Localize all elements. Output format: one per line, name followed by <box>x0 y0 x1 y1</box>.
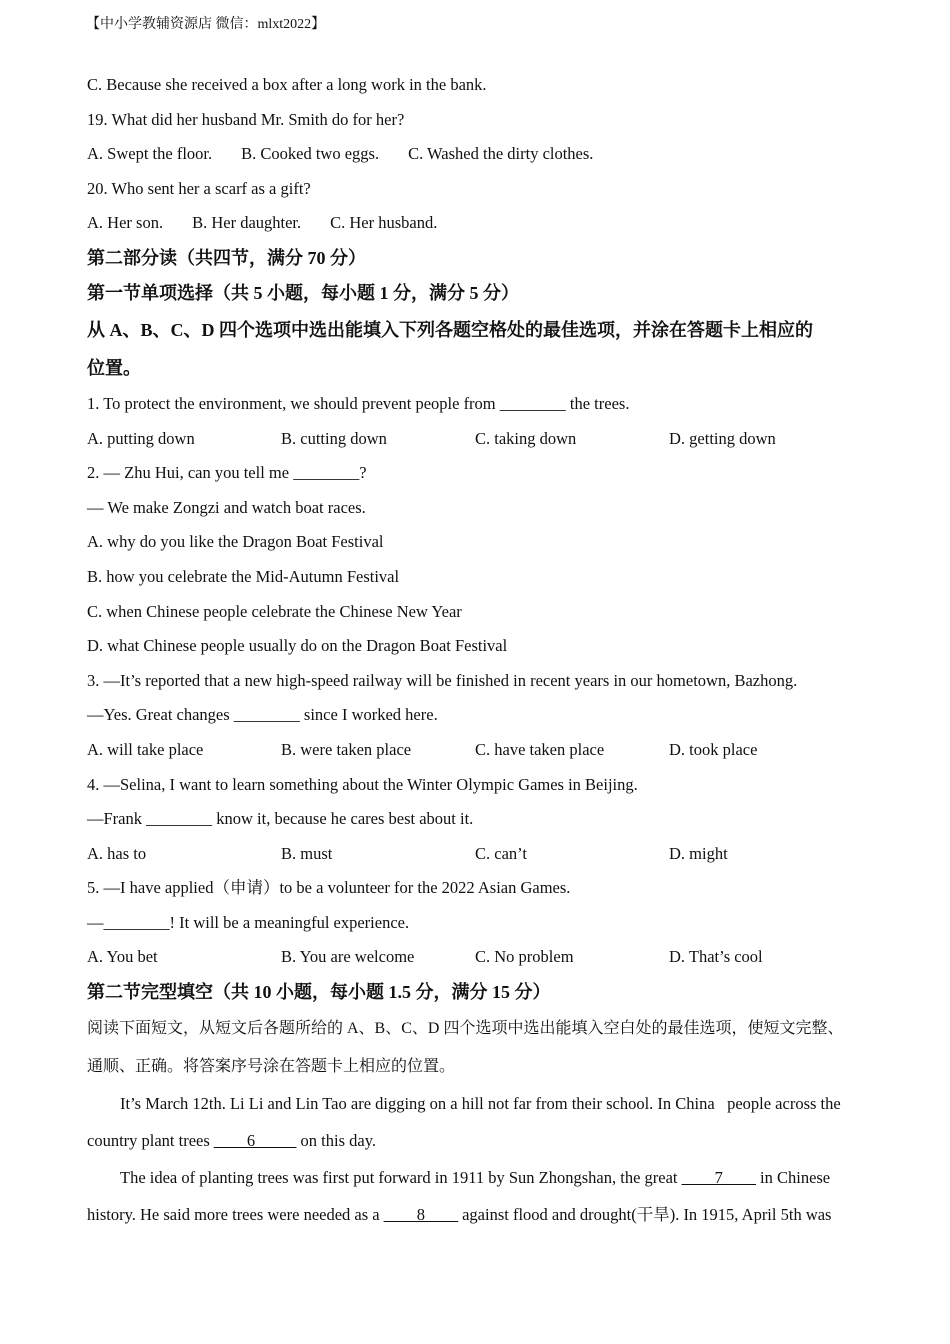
q3-question: 3. —It’s reported that a new high-speed railway will be finished in recent years in our hometown, Bazhong. <box>87 670 798 690</box>
passage-text: on this day. <box>296 1131 377 1151</box>
q5-option-b: B. You are welcome <box>281 947 415 967</box>
q2-option-a: A. why do you like the Dragon Boat Festival <box>87 532 384 552</box>
q19-option-c: C. Washed the dirty clothes. <box>408 144 594 164</box>
q1-option-d: D. getting down <box>669 428 776 448</box>
q3-reply: —Yes. Great changes ________ since I worked here. <box>87 705 438 725</box>
q3-option-b: B. were taken place <box>281 739 412 759</box>
q4-question: 4. —Selina, I want to learn something about the Winter Olympic Games in Beijing. <box>87 774 638 794</box>
q20-option-a: A. Her son. <box>87 213 164 233</box>
q19-options <box>87 137 877 172</box>
q2-option-b: B. how you celebrate the Mid-Autumn Festival <box>87 566 400 586</box>
q3-option-a: A. will take place <box>87 739 204 759</box>
q3-options <box>87 733 877 768</box>
passage-text: history. He said more trees were needed as a <box>87 1205 384 1225</box>
q3-option-c: C. have taken place <box>475 739 605 759</box>
q4-options <box>87 837 877 872</box>
q2-question: 2. — Zhu Hui, can you tell me ________? <box>87 463 367 483</box>
q19-option-a: A. Swept the floor. <box>87 144 213 164</box>
q5-question: 5. —I have applied（申请）to be a volunteer for the 2022 Asian Games. <box>87 878 571 898</box>
cloze-blank-8: ____8____ <box>383 1205 458 1225</box>
q2-option-c: C. when Chinese people celebrate the Chinese New Year <box>87 601 462 621</box>
q4-reply: —Frank ________ know it, because he cares best about it. <box>87 809 474 829</box>
q1-option-a: A. putting down <box>87 428 195 448</box>
q5-option-a: A. You bet <box>87 947 158 967</box>
section1-instruction-line2: 位置。 <box>87 357 141 378</box>
q5-option-d: D. That’s cool <box>669 947 763 967</box>
passage-text: against flood and drought(干旱). In 1915, April 5th was <box>457 1205 832 1225</box>
q5-reply: —________! It will be a meaningful experience. <box>87 912 410 932</box>
q4-option-a: A. has to <box>87 843 147 863</box>
cloze-blank-6: ____6_____ <box>213 1131 297 1151</box>
passage-p2-line2 <box>87 1196 877 1233</box>
q1-question: 1. To protect the environment, we should prevent people from ________ the trees. <box>87 393 630 413</box>
section2-title: 第二节完型填空（共 10 小题，每小题 1.5 分，满分 15 分） <box>87 982 551 1003</box>
page-header: 【中小学教辅资源店 微信：mlxt2022】 <box>86 17 326 32</box>
section2-instruction-line1: 阅读下面短文，从短文后各题所给的 A、B、C、D 四个选项中选出能填入空白处的最佳选项，使短文完整、 <box>87 1020 844 1038</box>
section1-instruction-line1: 从 A、B、C、D 四个选项中选出能填入下列各题空格处的最佳选项，并涂在答题卡上相应的 <box>87 319 813 340</box>
q20-option-c: C. Her husband. <box>330 213 438 233</box>
passage-text: country plant trees <box>87 1131 214 1151</box>
q2-option-d: D. what Chinese people usually do on the Dragon Boat Festival <box>87 636 508 656</box>
q3-option-d: D. took place <box>669 739 758 759</box>
passage-p1-line1: It’s March 12th. Li Li and Lin Tao are digging on a hill not far from their school. In China people across the <box>120 1094 841 1114</box>
passage-p1-line2 <box>87 1122 877 1159</box>
q20-question: 20. Who sent her a scarf as a gift? <box>87 178 311 198</box>
q2-reply: — We make Zongzi and watch boat races. <box>87 497 366 517</box>
q19-question: 19. What did her husband Mr. Smith do for her? <box>87 109 405 129</box>
section1-title: 第一节单项选择（共 5 小题，每小题 1 分，满分 5 分） <box>87 282 519 303</box>
q5-option-c: C. No problem <box>475 947 574 967</box>
q4-option-d: D. might <box>669 843 728 863</box>
passage-text: in Chinese <box>755 1168 831 1188</box>
section2-instruction-line2: 通顺、正确。将答案序号涂在答题卡上相应的位置。 <box>87 1057 456 1075</box>
q1-option-c: C. taking down <box>475 428 577 448</box>
q18-option-c: C. Because she received a box after a long work in the bank. <box>87 75 487 94</box>
q4-option-c: C. can’t <box>475 843 527 863</box>
cloze-blank-7: ____7____ <box>681 1168 756 1188</box>
passage-p2-line1 <box>87 1159 877 1196</box>
q20-options <box>87 206 877 241</box>
passage-text: The idea of planting trees was first put forward in 1911 by Sun Zhongshan, the great <box>120 1168 682 1188</box>
page-content <box>87 68 877 1233</box>
q20-option-b: B. Her daughter. <box>192 213 302 233</box>
q4-option-b: B. must <box>281 843 333 863</box>
q5-options <box>87 940 877 975</box>
q19-option-b: B. Cooked two eggs. <box>241 144 380 164</box>
q1-option-b: B. cutting down <box>281 428 387 448</box>
q1-options <box>87 422 877 457</box>
part2-title: 第二部分读（共四节，满分 70 分） <box>87 247 366 268</box>
